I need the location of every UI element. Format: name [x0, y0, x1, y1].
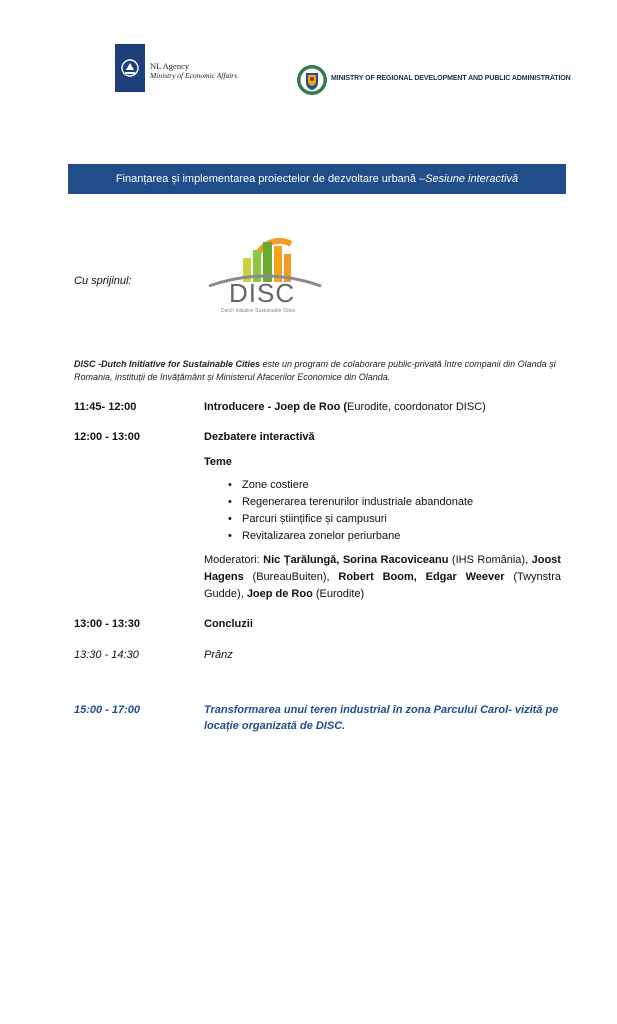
- agenda-item-title: Prânz: [204, 649, 233, 661]
- nl-agency-logo: [115, 44, 145, 92]
- nl-ministry-name: Ministry of Economic Affairs: [150, 71, 238, 80]
- agenda-item-title: Introducere - Joep de Roo (: [204, 401, 348, 413]
- description-text: este un program de colaborare public-privată între companii din Olanda și Romania, instituții de învățământ și Ministerul Afacerilor Economice din Olanda.: [74, 359, 556, 382]
- support-label: Cu sprijinul:: [74, 275, 132, 287]
- agenda-item-title: Concluzii: [204, 618, 253, 630]
- description-lead: DISC -Dutch Initiative for Sustainable Cities: [74, 359, 261, 369]
- moderator-org: (IHS România),: [448, 554, 532, 566]
- disc-logo-caption: Dutch Initiative Sustainable Cities: [221, 308, 296, 314]
- banner-title: Finanțarea și implementarea proiectelor de dezvoltare urbană –: [115, 173, 426, 185]
- list-item: • Parcuri științifice și campusuri: [228, 511, 473, 528]
- nl-agency-name: NL Agency: [150, 61, 190, 71]
- banner-subtitle: Sesiune interactivă: [425, 173, 519, 185]
- disc-logo-text: DISC: [229, 278, 296, 308]
- moderator-org: (Eurodite): [312, 588, 365, 600]
- disc-logo: [205, 228, 325, 320]
- crest-icon: [119, 57, 141, 79]
- agenda-item: [204, 399, 561, 415]
- topics-list: [204, 477, 473, 545]
- agenda-time: 15:00 - 17:00: [74, 704, 141, 716]
- agenda-item-detail: Eurodite, coordonator DISC): [347, 401, 486, 413]
- moderator-names: Robert Boom, Edgar Weever: [338, 571, 505, 583]
- nl-agency-text: [150, 62, 237, 80]
- moderator-names: Nic Țarălungă, Sorina Racoviceanu: [263, 554, 449, 566]
- agenda-time: 13:30 - 14:30: [74, 649, 139, 661]
- list-item: • Regenerarea terenurilor industriale abandonate: [228, 494, 473, 511]
- agenda-time: 12:00 - 13:00: [74, 431, 141, 443]
- disc-description: [74, 358, 566, 384]
- agenda-item-title: Transformarea unui teren industrial în zona Parcului Carol- vizită pe locație organizată de DISC.: [204, 704, 559, 732]
- moderators-paragraph: [204, 552, 561, 603]
- moderator-names: Joep de Roo: [246, 588, 313, 600]
- moderator-names: Joost Hagens: [204, 554, 561, 583]
- moderator-org: (BureauBuiten),: [243, 571, 339, 583]
- ro-ministry-name: MINISTRY OF REGIONAL DEVELOPMENT AND PUBLIC ADMINISTRATION: [331, 75, 571, 82]
- title-banner: [68, 164, 566, 194]
- moderators-label: Moderatori:: [204, 554, 264, 566]
- agenda-item-title: Dezbatere interactivă: [204, 431, 315, 443]
- themes-label: Teme: [204, 456, 232, 468]
- agenda-time: 13:00 - 13:30: [74, 618, 141, 630]
- list-item: • Revitalizarea zonelor periurbane: [228, 528, 473, 545]
- list-item: • Zone costiere: [228, 477, 473, 494]
- romania-coat-of-arms-icon: [296, 64, 328, 96]
- moderator-org: (Twynstra Gudde),: [204, 571, 561, 600]
- agenda-time: 11:45- 12:00: [74, 401, 137, 413]
